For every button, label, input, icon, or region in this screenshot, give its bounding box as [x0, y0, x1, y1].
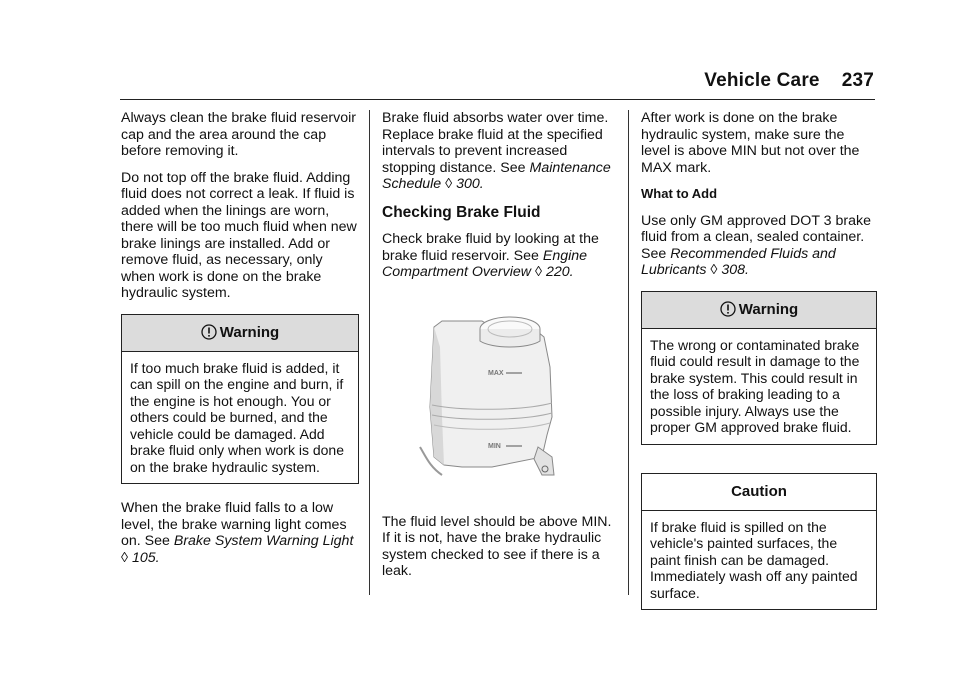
- page-ref: 220.: [545, 264, 574, 280]
- ref-symbol: ◊: [534, 264, 542, 280]
- subheading: What to Add: [641, 186, 718, 201]
- page-ref: 105.: [131, 549, 160, 566]
- warning-body: If too much brake fluid is added, it can spill on the engine and burn, if the engine is hot enough. You or others could be burned, and the vehicle could be damaged. Add brake fluid only when work is done on the brake hydraulic system.: [130, 359, 345, 475]
- page-header: [704, 70, 874, 92]
- cross-ref-link[interactable]: Brake System Warning Light: [173, 533, 354, 549]
- section-title: Vehicle Care: [704, 70, 820, 91]
- warning-icon: [201, 318, 217, 354]
- column-3: [641, 110, 877, 610]
- warning-body: The wrong or contaminated brake fluid could result in damage to the brake system. This could result in the loss of braking leading to a possible injury. Always use the proper GM approved brake fluid.: [650, 336, 860, 435]
- ref-symbol: ◊: [121, 549, 129, 566]
- warning-box: [641, 291, 877, 445]
- paragraph: Brake fluid absorbs water over time. Replace brake fluid at the specified intervals to prevent increased stopping distance. See Maintenance Schedule ◊ 300.: [382, 110, 611, 192]
- section-heading: Checking Brake Fluid: [382, 203, 541, 221]
- paragraph: Use only GM approved DOT 3 brake fluid from a clean, sealed container. See Recommended Fluids and Lubricants ◊ 308.: [641, 212, 871, 278]
- page-ref: 300.: [456, 176, 484, 192]
- header-rule: [120, 99, 875, 100]
- warning-header: [122, 315, 358, 352]
- paragraph: Do not top off the brake fluid. Adding fluid does not correct a leak. If fluid is added when the linings are worn, there will be too much fluid when new brake linings are installed. Add or remove fluid, as necessary, only when work is done on the brake hydraulic system.: [121, 169, 357, 301]
- cross-ref-link[interactable]: Recommended Fluids and Lubricants: [641, 245, 836, 278]
- warning-title: Warning: [219, 323, 280, 341]
- paragraph: After work is done on the brake hydraulic system, make sure the level is above MIN but not over the MAX mark.: [641, 110, 860, 176]
- page-number: 237: [841, 70, 874, 91]
- paragraph: Always clean the brake fluid reservoir cap and the area around the cap before removing it.: [121, 110, 356, 159]
- min-mark-label: MIN: [488, 442, 501, 450]
- max-mark-label: MAX: [488, 369, 504, 377]
- column-1: [121, 110, 359, 576]
- warning-box: [121, 314, 359, 485]
- warning-header: [642, 292, 876, 329]
- column-divider: [628, 110, 629, 595]
- cross-ref-link[interactable]: Maintenance Schedule: [382, 159, 611, 192]
- ref-symbol: ◊: [710, 262, 718, 278]
- paragraph: Check brake fluid by looking at the brake fluid reservoir. See Engine Compartment Overview ◊ 220.: [382, 231, 599, 280]
- column-divider: [369, 110, 370, 595]
- warning-icon: [720, 295, 736, 331]
- caution-body: If brake fluid is spilled on the vehicle's painted surfaces, the paint finish can be damaged. Immediately wash off any painted surface.: [650, 518, 858, 601]
- caution-header: Caution: [642, 474, 876, 511]
- caution-box: [641, 473, 877, 611]
- warning-title: Warning: [738, 300, 799, 318]
- column-2: [382, 110, 620, 590]
- page-ref: 308.: [721, 262, 750, 278]
- cross-ref-link[interactable]: Engine Compartment Overview: [382, 247, 588, 280]
- paragraph: When the brake fluid falls to a low level, the brake warning light comes on. See Brake System Warning Light ◊ 105.: [121, 500, 354, 566]
- paragraph: The fluid level should be above MIN. If it is not, have the brake hydraulic system checked to see if there is a leak.: [382, 513, 612, 579]
- brake-reservoir-illustration: [382, 307, 620, 492]
- ref-symbol: ◊: [445, 176, 453, 192]
